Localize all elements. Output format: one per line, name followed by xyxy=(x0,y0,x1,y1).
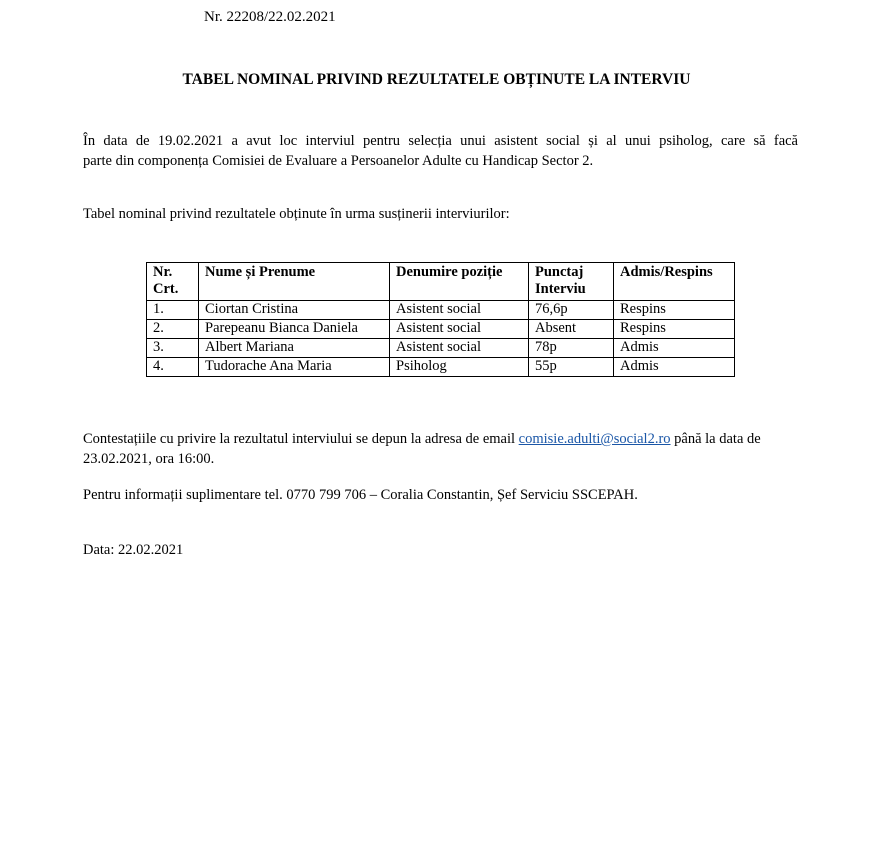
contact-info: Pentru informații suplimentare tel. 0770 799 706 – Coralia Constantin, Șef Serviciu SSCEPAH. xyxy=(83,487,638,503)
cell-position: Asistent social xyxy=(390,301,529,320)
header-nr-line1: Nr. xyxy=(153,264,173,280)
cell-score: 55p xyxy=(529,358,614,377)
header-position: Denumire poziție xyxy=(390,263,529,301)
cell-name: Albert Mariana xyxy=(199,339,390,358)
intro-line-2: parte din componența Comisiei de Evaluare a Persoanelor Adulte cu Handicap Sector 2. xyxy=(83,153,594,169)
cell-position: Asistent social xyxy=(390,320,529,339)
cell-result: Respins xyxy=(614,301,735,320)
header-nr-line2: Crt. xyxy=(153,281,179,297)
cell-name: Tudorache Ana Maria xyxy=(199,358,390,377)
header-nr xyxy=(147,263,199,301)
table-header-row xyxy=(147,263,735,301)
cell-result: Respins xyxy=(614,320,735,339)
header-score xyxy=(529,263,614,301)
results-table xyxy=(146,262,735,377)
table-row xyxy=(147,358,735,377)
contestation-email-link[interactable]: comisie.adulti@social2.ro xyxy=(518,431,671,447)
cell-result: Admis xyxy=(614,358,735,377)
cell-nr: 1. xyxy=(147,301,199,320)
table-row xyxy=(147,339,735,358)
header-score-line2: Interviu xyxy=(535,281,586,297)
contestation-text-after: până la data de 23.02.2021, ora 16:00. xyxy=(83,431,761,467)
document-title: TABEL NOMINAL PRIVIND REZULTATELE OBȚINUTE LA INTERVIU xyxy=(182,71,691,88)
cell-nr: 3. xyxy=(147,339,199,358)
cell-nr: 4. xyxy=(147,358,199,377)
contestation-paragraph xyxy=(83,429,798,469)
cell-name: Parepeanu Bianca Daniela xyxy=(199,320,390,339)
cell-position: Psiholog xyxy=(390,358,529,377)
header-score-line1: Punctaj xyxy=(535,264,584,280)
registration-number: Nr. 22208/22.02.2021 xyxy=(204,9,336,25)
header-result: Admis/Respins xyxy=(614,263,735,301)
cell-position: Asistent social xyxy=(390,339,529,358)
institution-logo xyxy=(116,0,148,4)
table-caption: Tabel nominal privind rezultatele obținute în urma susținerii interviurilor: xyxy=(83,206,510,222)
cell-score: 76,6p xyxy=(529,301,614,320)
document-date: Data: 22.02.2021 xyxy=(83,542,184,558)
table-row xyxy=(147,301,735,320)
intro-line-1: În data de 19.02.2021 a avut loc interviul pentru selecția unui asistent social și al unui psiholog, care să facă xyxy=(83,133,798,149)
table-row xyxy=(147,320,735,339)
cell-score: Absent xyxy=(529,320,614,339)
cell-result: Admis xyxy=(614,339,735,358)
cell-score: 78p xyxy=(529,339,614,358)
cell-nr: 2. xyxy=(147,320,199,339)
header-name: Nume și Prenume xyxy=(199,263,390,301)
intro-paragraph xyxy=(83,131,798,171)
contestation-text-before: Contestațiile cu privire la rezultatul interviului se depun la adresa de email xyxy=(83,431,519,447)
cell-name: Ciortan Cristina xyxy=(199,301,390,320)
